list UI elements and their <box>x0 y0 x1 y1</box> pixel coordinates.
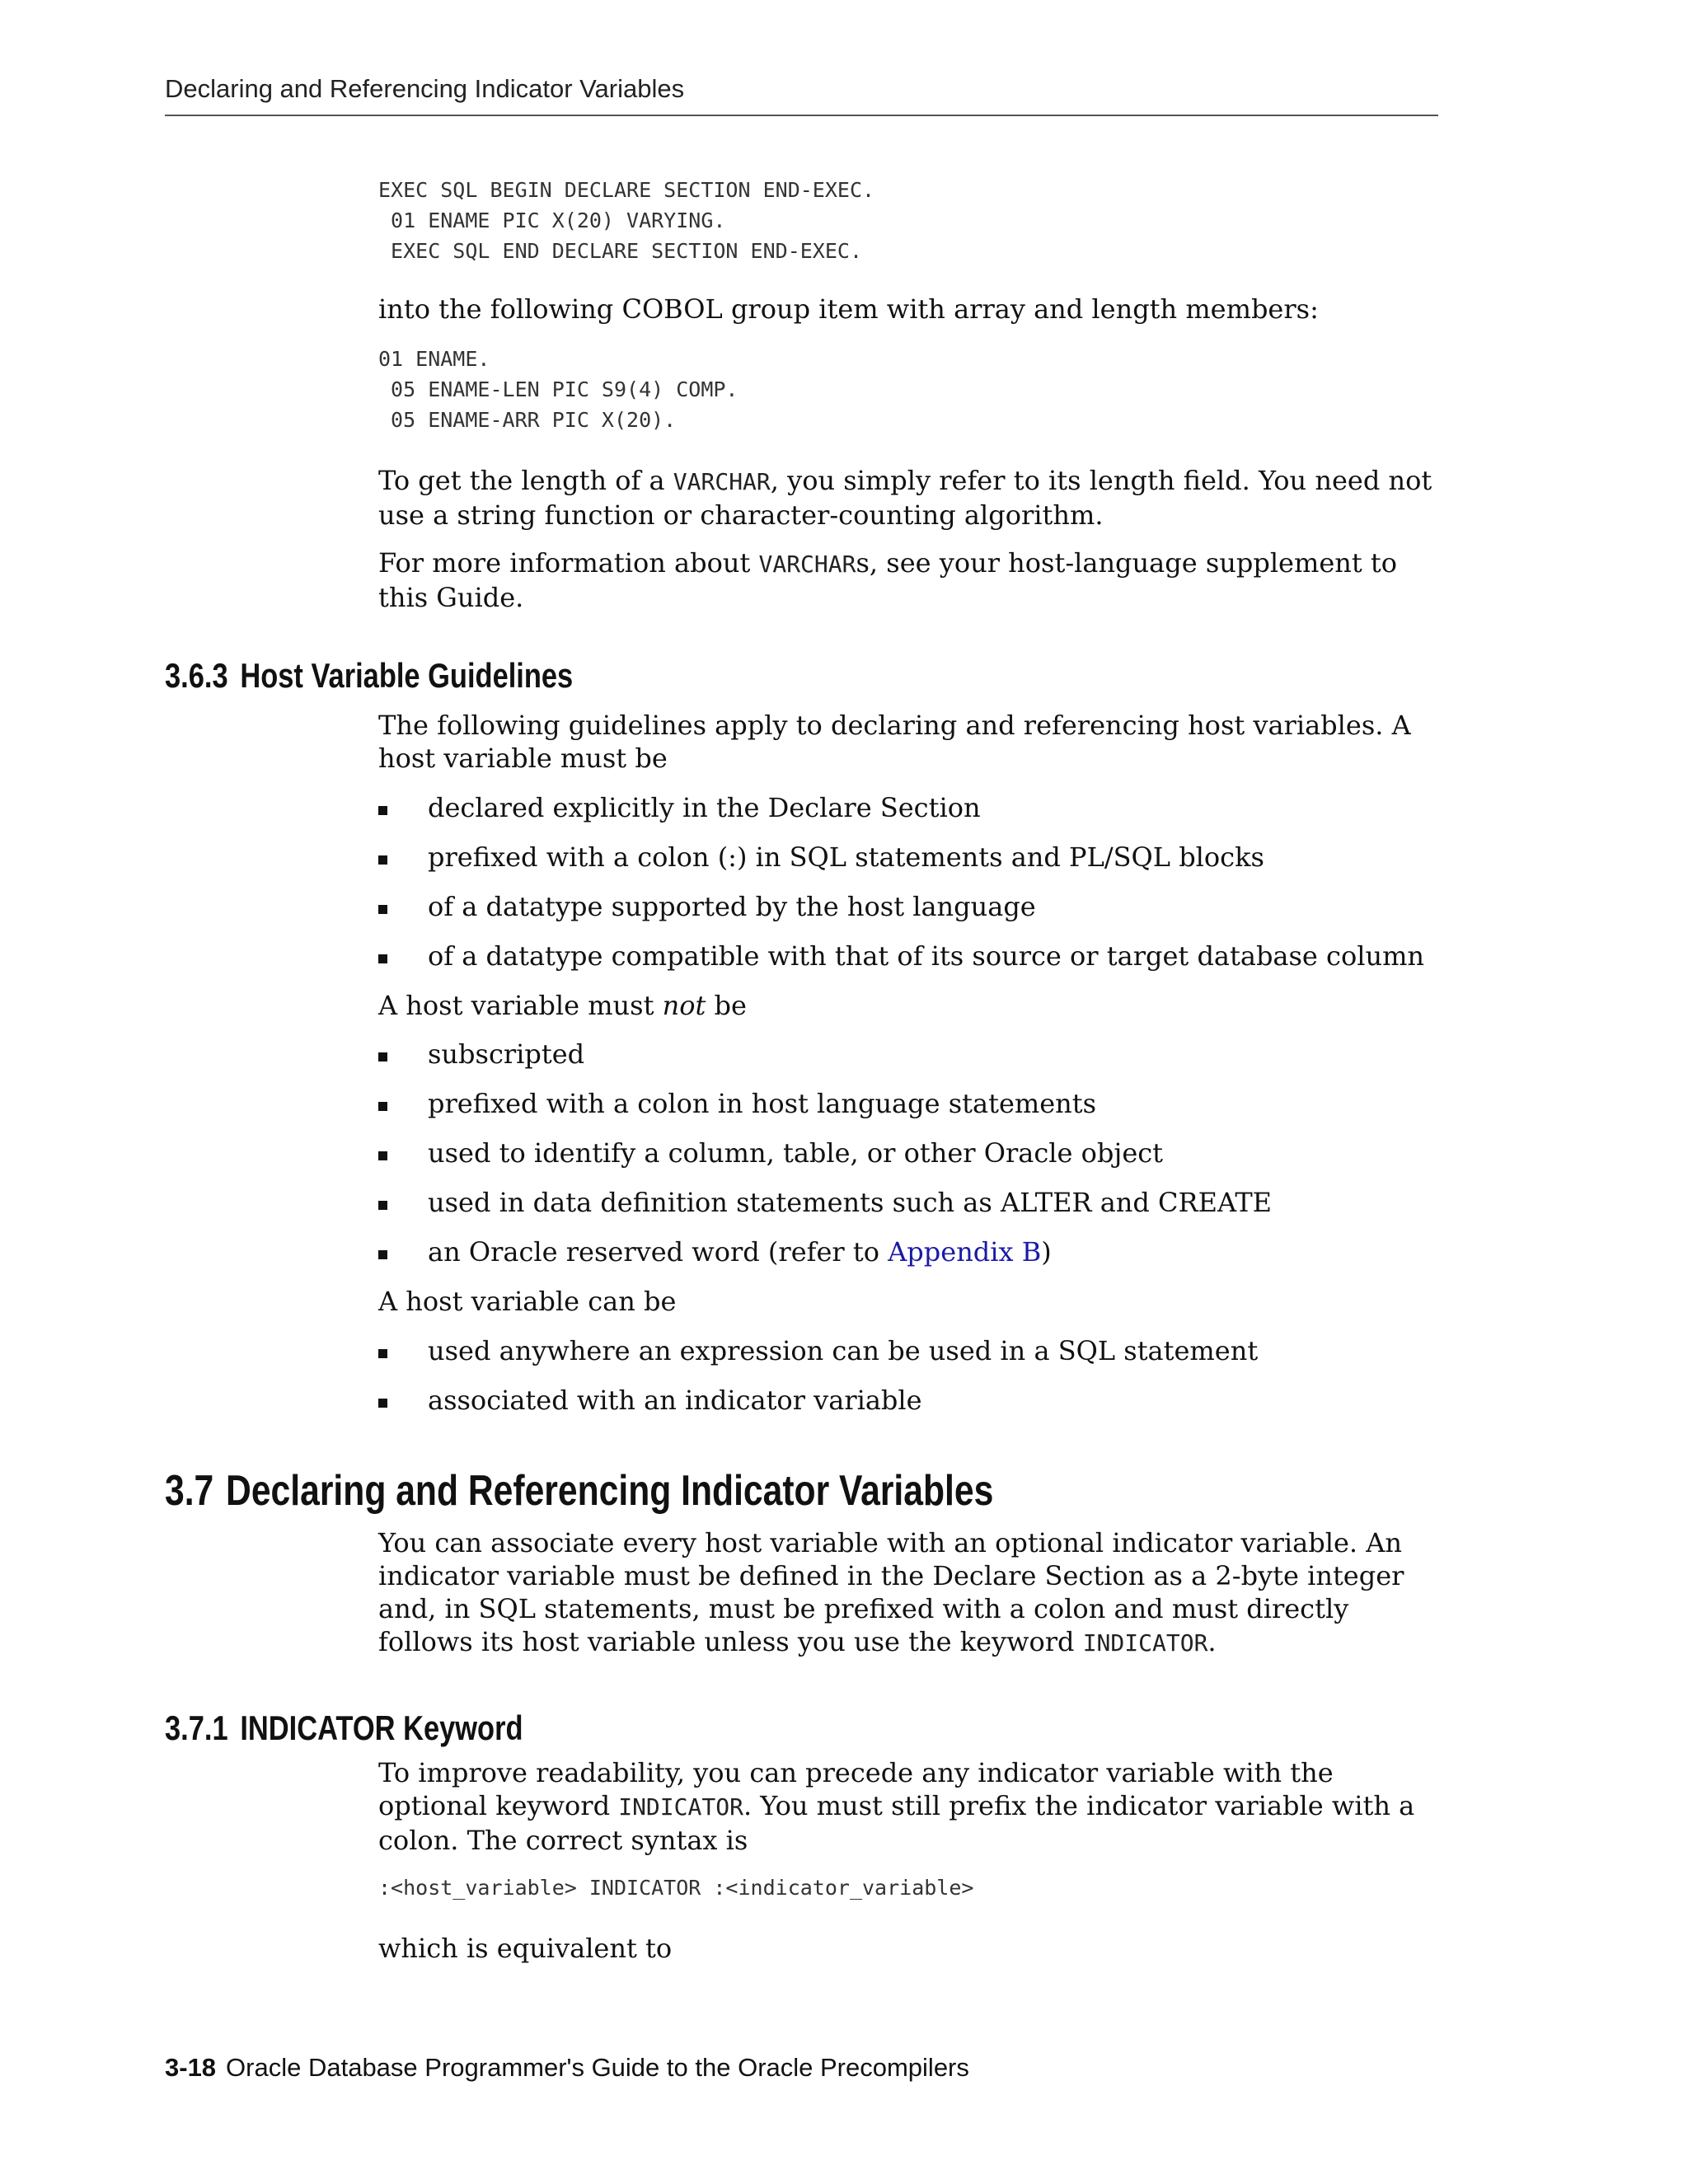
bullet-icon <box>378 1349 387 1358</box>
running-header: Declaring and Referencing Indicator Variables <box>165 74 685 103</box>
code-block-group-item: 01 ENAME. 05 ENAME-LEN PIC S9(4) COMP. 05 ENAME-ARR PIC X(20). <box>378 347 738 432</box>
heading-3-7: 3.7 Declaring and Referencing Indicator Variables <box>165 1467 994 1515</box>
paragraph-must-not-intro: A host variable must not be <box>378 990 747 1021</box>
bullet-icon <box>378 954 387 963</box>
header-rule <box>165 115 1438 116</box>
list-item: declared explicitly in the Declare Section <box>378 791 1442 841</box>
list-item: used anywhere an expression can be used in a SQL statement <box>378 1334 1442 1384</box>
list-item: of a datatype supported by the host language <box>378 890 1442 940</box>
list-can-be <box>378 1334 1442 1433</box>
bullet-icon <box>378 1151 387 1160</box>
bullet-icon <box>378 1201 387 1210</box>
paragraph-can-be-intro: A host variable can be <box>378 1286 677 1317</box>
list-item: prefixed with a colon in host language statements <box>378 1087 1442 1137</box>
page-number: 3-18 <box>165 2053 217 2082</box>
list-item: of a datatype compatible with that of its source or target database column <box>378 940 1442 989</box>
page-footer <box>165 2053 969 2083</box>
list-item: used in data definition statements such as ALTER and CREATE <box>378 1186 1442 1235</box>
bullet-icon <box>378 855 387 865</box>
list-item: associated with an indicator variable <box>378 1384 1442 1433</box>
bullet-icon <box>378 806 387 815</box>
bullet-icon <box>378 1399 387 1408</box>
paragraph-indicator-intro: You can associate every host variable with an optional indicator variable. An indicator variable must be defined in the Declare Section as a 2-byte integer and, in SQL statements, must be prefixed with a colon and must directly follows its host variable unless you use the keyword INDICATOR. <box>378 1527 1404 1657</box>
code-block-syntax: :<host_variable> INDICATOR :<indicator_variable> <box>378 1876 974 1900</box>
inline-code-indicator: INDICATOR <box>1082 1629 1208 1657</box>
list-item: an Oracle reserved word (refer to Appendix B) <box>378 1235 1442 1285</box>
inline-code-indicator-2: INDICATOR <box>618 1793 743 1821</box>
inline-code-varchar-2: VARCHAR <box>758 551 856 578</box>
bullet-icon <box>378 1250 387 1259</box>
list-must-not-be <box>378 1038 1442 1285</box>
bullet-icon <box>378 905 387 914</box>
list-item: prefixed with a colon (:) in SQL statements and PL/SQL blocks <box>378 841 1442 890</box>
code-block-declare-section: EXEC SQL BEGIN DECLARE SECTION END-EXEC. 01 ENAME PIC X(20) VARYING. EXEC SQL END DECLARE SECTION END-EXEC. <box>378 178 875 263</box>
paragraph-group-item: into the following COBOL group item with array and length members: <box>378 293 1319 325</box>
bullet-icon <box>378 1102 387 1111</box>
heading-3-6-3: 3.6.3 Host Variable Guidelines <box>165 656 574 695</box>
list-item: used to identify a column, table, or other Oracle object <box>378 1137 1442 1186</box>
appendix-b-link[interactable]: Appendix B <box>888 1236 1042 1268</box>
bullet-icon <box>378 1052 387 1062</box>
heading-3-7-1: 3.7.1 INDICATOR Keyword <box>165 1708 523 1747</box>
list-must-be <box>378 791 1442 989</box>
inline-code-varchar: VARCHAR <box>673 468 771 495</box>
paragraph-indicator-keyword: To improve readability, you can precede any indicator variable with the optional keyword INDICATOR. You must still prefix the indicator variable with a colon. The correct syntax is <box>378 1757 1415 1856</box>
paragraph-guidelines-intro: The following guidelines apply to declaring and referencing host variables. A host variable must be <box>378 710 1411 774</box>
book-title: Oracle Database Programmer's Guide to the Oracle Precompilers <box>226 2053 969 2082</box>
list-item: subscripted <box>378 1038 1442 1087</box>
paragraph-more-info: For more information about VARCHARs, see your host-language supplement to this Guide. <box>378 547 1398 613</box>
paragraph-varchar-length: To get the length of a VARCHAR, you simply refer to its length field. You need not use a string function or character-counting algorithm. <box>378 465 1432 531</box>
paragraph-equivalent: which is equivalent to <box>378 1933 673 1964</box>
